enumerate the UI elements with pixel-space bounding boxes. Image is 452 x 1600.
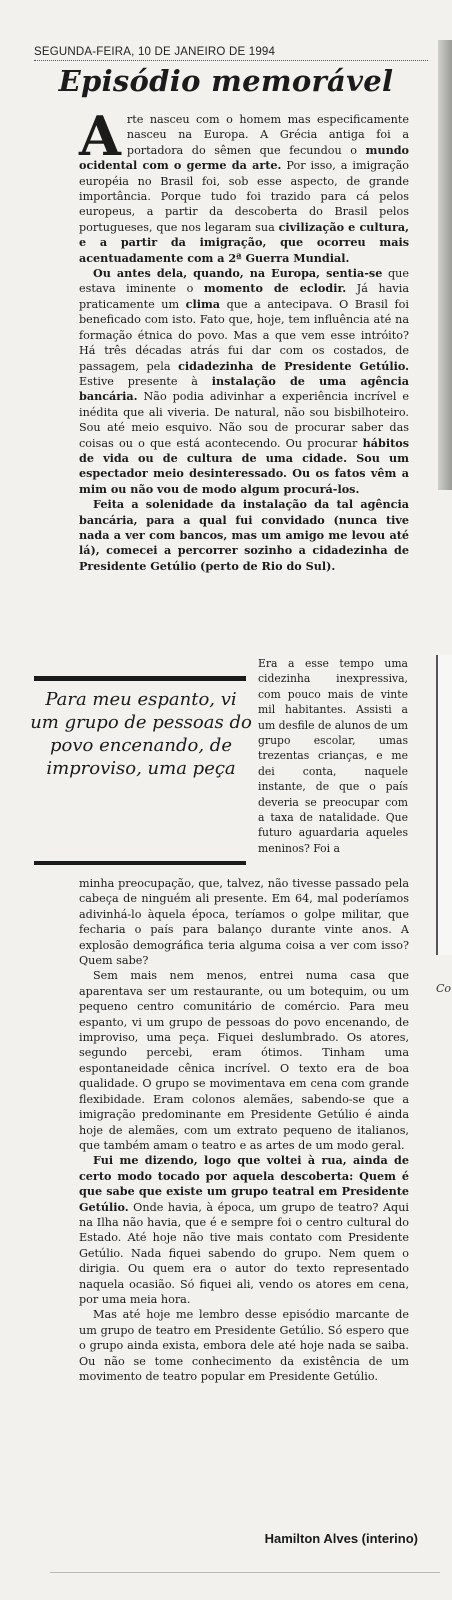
headline: Episódio memorável	[58, 64, 394, 98]
dateline: SEGUNDA-FEIRA, 10 DE JANEIRO DE 1994	[34, 46, 276, 58]
paragraph-2-text-b: que estava iminente o	[79, 267, 409, 296]
paragraph-5-text-b: Onde havia, à época, um grupo de teatro? Aqui na Ilha não havia, que é e sempre foi o centro cultural do Estado. Até hoje não tive mais contato com Presidente Getúlio. Nada fiquei sabendo do grupo. Nem quem o dirigia. Ou quem era o autor do texto representado naquela ocasião. Só fiquei ali, vendo os atores em cena, por uma meia hora.	[79, 1200, 409, 1306]
byline: Hamilton Alves (interino)	[264, 1531, 418, 1546]
paragraph-3-continuation: minha preocupação, que, talvez, não tivesse passado pela cabeça de ninguém ali presente. Em 64, mal poderíamos adivinhá-lo àquela época, teríamos o golpe militar, que fecharia o país para balanço durante vinte anos. A explosão demográfica teria alguma coisa a ver com isso? Quem sabe?	[79, 877, 409, 968]
paragraph-3	[79, 497, 409, 574]
paragraph-5-bold-a: Fui me dizendo, logo que voltei à rua, ainda de certo modo tocado por aquela descoberta: Quem é que sabe que existe um grupo teatral em Presidente Getúlio.	[79, 1153, 409, 1214]
paragraph-2-bold-e: clima	[185, 296, 221, 311]
bottom-rule	[50, 1572, 440, 1573]
adjacent-photo-edge	[438, 40, 452, 490]
adjacent-photo-frame	[436, 655, 452, 955]
paragraph-4: Sem mais nem menos, entrei numa casa que aparentava ser um restaurante, ou um botequim, ou um pequeno centro comunitário de comércio. Para meu espanto, vi um grupo de pessoas do povo encenando, de improviso, uma peça. Fiquei deslumbrado. Os atores, segundo percebi, eram ótimos. Tinham uma espontaneidade cênica incrível. O texto era de boa qualidade. O grupo se movimentava em cena com grande flexibidade. Eram colonos alemães, sabendo-se que a imigração predominante em Presidente Getúlio é ainda hoje de alemães, com um extrato pequeno de italianos, que também amam o teatro e as artes de um modo geral.	[79, 969, 409, 1152]
paragraph-2-bold-i: instalação de uma agência bancária.	[79, 373, 409, 404]
paragraph-1	[79, 104, 409, 266]
paragraph-1-text-c: Por isso, a imigração européia no Brasil foi, sob esse aspecto, de grande importância. Porque tudo foi trazido para cá pelos europeus, a partir da descoberta do Brasil pelos portugueses, que nos legaram sua	[79, 159, 409, 234]
article-body-side	[258, 656, 408, 856]
drop-cap: A	[79, 104, 121, 168]
paragraph-2-text-f: que a antecipava. O Brasil foi beneficado com isto. Fato que, hoje, tem influência até na formação étnica do povo. Mas a que vem esse intróito? Há três décadas atrás fui dar com os costados, de passagem, pela	[79, 297, 409, 373]
paragraph-2-bold-k: hábitos de vida ou de cultura de uma cidade.	[79, 435, 409, 465]
dateline-rule	[34, 60, 428, 61]
pull-quote: Para meu espanto, vi um grupo de pessoas do povo encenando, de improviso, uma peça	[30, 689, 252, 779]
paragraph-2-bold-a: Ou antes dela, quando, na Europa, sentia-se	[93, 266, 383, 281]
paragraph-2-text-h: Estive presente à	[79, 374, 212, 388]
paragraph-2-bold-l: Sou um espectador meio desinteressado. Ou os fatos vêm a mim ou não vou de modo algum procurá-los.	[79, 450, 409, 496]
paragraph-3-bold: Feita a solenidade da instalação da tal agência bancária, para a qual fui convidado (nunca tive nada a ver com bancos, mas um amigo me levou até lá), comecei a percorrer sozinho a cidadezinha de Presidente Getúlio (perto de Rio do Sul).	[79, 497, 409, 573]
paragraph-2-bold-g: cidadezinha de Presidente Getúlio.	[178, 358, 409, 373]
paragraph-2	[79, 266, 409, 497]
paragraph-3-side: Era a esse tempo uma cidezinha inexpressiva, com pouco mais de vinte mil habitantes. Assisti a um desfile de alunos de um grupo escolar, umas trezentas crianças, e me dei conta, naquele instante, de que o país deveria se preocupar com a taxa de natalidade. Que futuro aguardaria aqueles meninos? Foi a	[258, 657, 408, 855]
pullquote-rule-bottom	[34, 861, 246, 865]
article-body-top	[79, 104, 409, 574]
article-body-bottom	[79, 876, 409, 1384]
paragraph-1-text-a: rte nasceu com o homem mas especificamente nasceu na Europa. A Grécia antiga foi a portadora do sêmen que fecundou o	[126, 113, 409, 157]
paragraph-1-bold-b: mundo ocidental com o germe da arte.	[79, 142, 409, 173]
paragraph-2-bold-c: momento de eclodir.	[203, 281, 347, 296]
paragraph-1-bold-d: civilização e cultura, e a partir da imigração, que ocorreu mais acentuadamente com a 2ª Guerra Mundial.	[79, 219, 409, 265]
pullquote-rule-top	[34, 676, 246, 681]
paragraph-2-text-j: Não podia adivinhar a experiência incrível e inédita que ali viveria. De natural, não sou bisbilhoteiro. Sou até meio esquivo. Não sou de procurar saber das coisas ou o que está acontecendo. Ou procurar	[79, 390, 409, 450]
paragraph-6: Mas até hoje me lembro desse episódio marcante de um grupo de teatro em Presidente Getúlio. Só espero que o grupo ainda exista, embora dele até hoje nada se saiba. Ou não se tome conhecimento da existência de um movimento de teatro popular em Presidente Getúlio.	[79, 1308, 409, 1383]
adjacent-caption-fragment: Co	[436, 982, 452, 995]
paragraph-2-text-d: Já havia praticamente um	[79, 282, 409, 311]
paragraph-5	[79, 1153, 409, 1307]
